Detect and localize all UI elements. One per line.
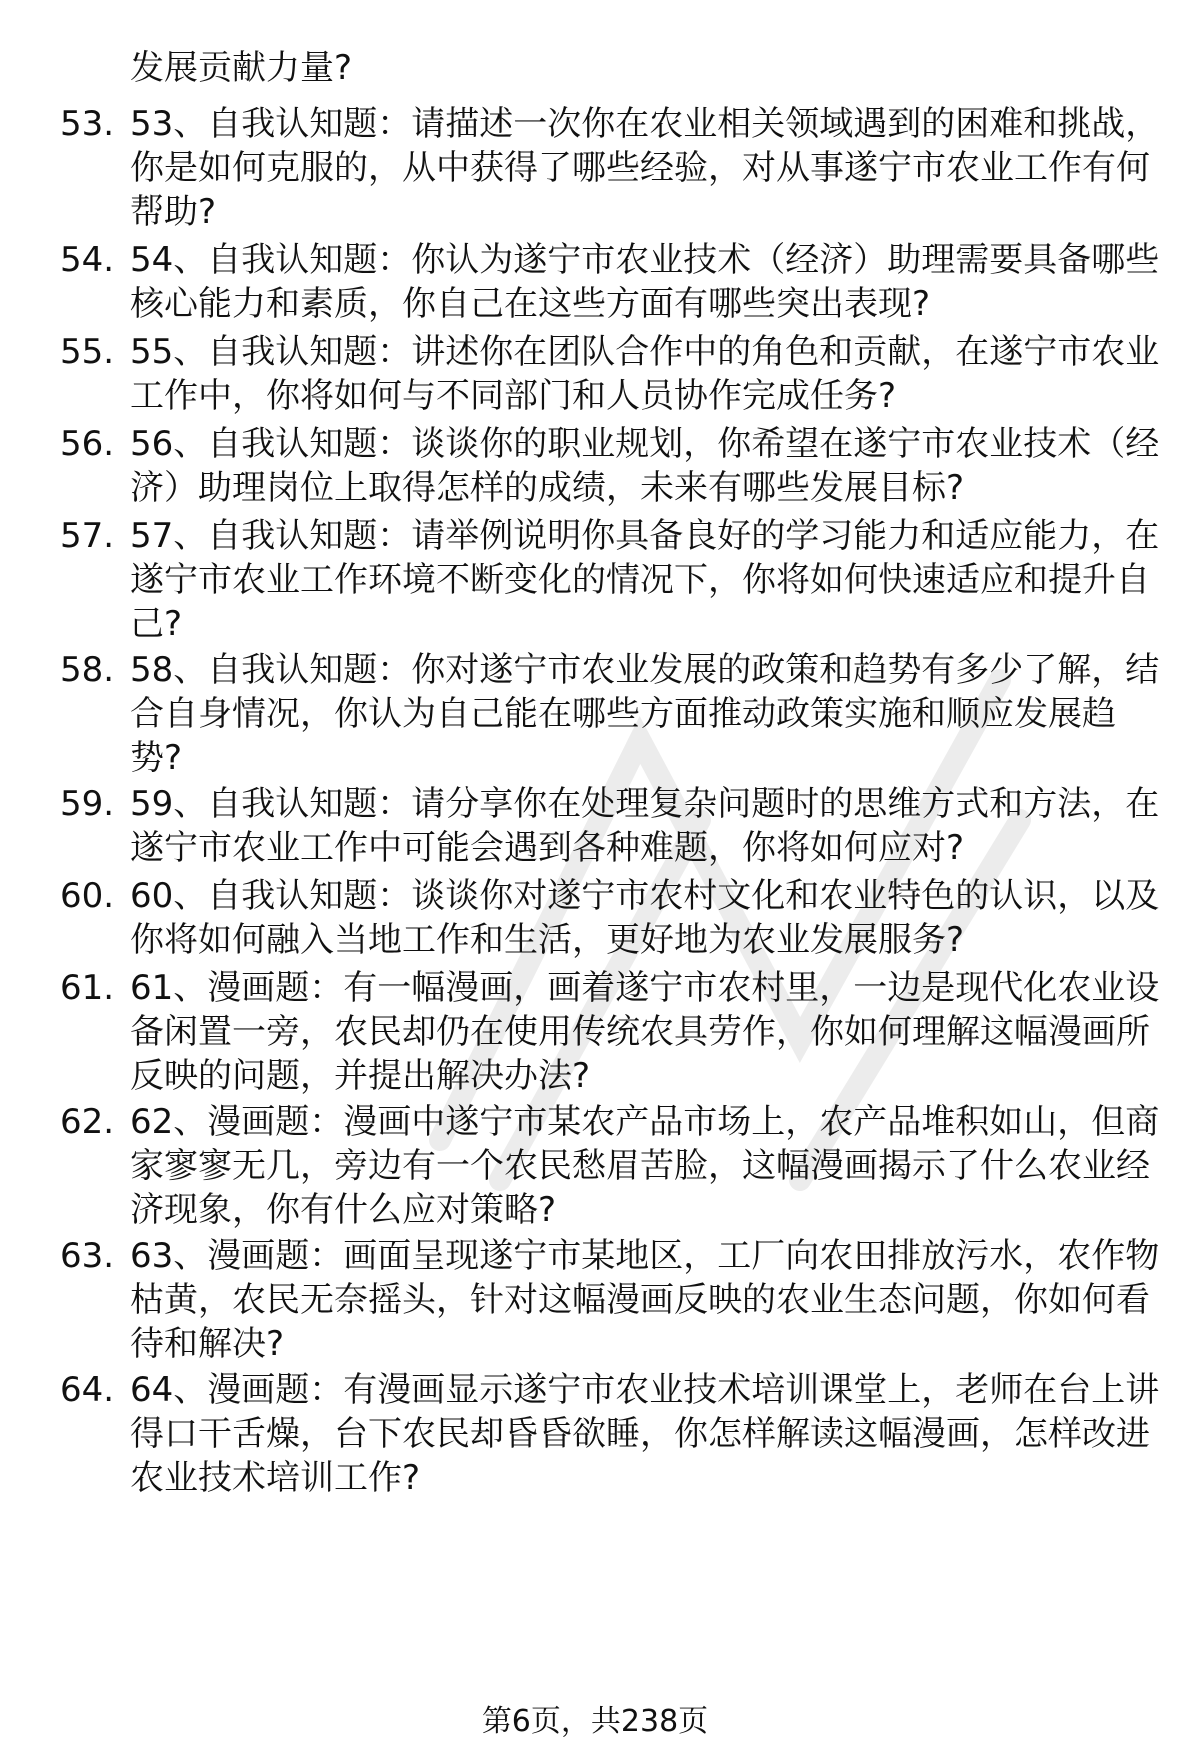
question-number: 57. [60, 516, 115, 556]
question-text: 57、自我认知题：请举例说明你具备良好的学习能力和适应能力，在遂宁市农业工作环境不断变化的情况下，你将如何快速适应和提升自己? [130, 516, 1160, 644]
question-number: 54. [60, 240, 115, 280]
question-number: 55. [60, 332, 115, 372]
question-text: 53、自我认知题：请描述一次你在农业相关领域遇到的困难和挑战，你是如何克服的，从中获得了哪些经验，对从事遂宁市农业工作有何帮助? [130, 104, 1160, 232]
question-text: 56、自我认知题：谈谈你的职业规划，你希望在遂宁市农业技术（经济）助理岗位上取得怎样的成绩，未来有哪些发展目标? [130, 424, 1160, 508]
question-number: 60. [60, 876, 115, 916]
page-footer: 第6页，共238页 [481, 1704, 709, 1739]
question-text: 63、漫画题：画面呈现遂宁市某地区，工厂向农田排放污水，农作物枯黄，农民无奈摇头，针对这幅漫画反映的农业生态问题，你如何看待和解决? [130, 1236, 1160, 1364]
question-text: 58、自我认知题：你对遂宁市农业发展的政策和趋势有多少了解，结合自身情况，你认为自己能在哪些方面推动政策实施和顺应发展趋势? [130, 650, 1160, 778]
question-text: 54、自我认知题：你认为遂宁市农业技术（经济）助理需要具备哪些核心能力和素质，你自己在这些方面有哪些突出表现? [130, 240, 1160, 324]
continuation-text: 发展贡献力量? [130, 48, 353, 88]
question-text: 55、自我认知题：讲述你在团队合作中的角色和贡献，在遂宁市农业工作中，你将如何与不同部门和人员协作完成任务? [130, 332, 1160, 416]
question-number: 61. [60, 968, 115, 1008]
question-number: 53. [60, 104, 115, 144]
question-number: 64. [60, 1370, 115, 1410]
question-number: 56. [60, 424, 115, 464]
question-text: 61、漫画题：有一幅漫画，画着遂宁市农村里，一边是现代化农业设备闲置一旁，农民却仍在使用传统农具劳作，你如何理解这幅漫画所反映的问题，并提出解决办法? [130, 968, 1160, 1096]
question-number: 59. [60, 784, 115, 824]
question-number: 62. [60, 1102, 115, 1142]
question-number: 58. [60, 650, 115, 690]
question-number: 63. [60, 1236, 115, 1276]
question-text: 64、漫画题：有漫画显示遂宁市农业技术培训课堂上，老师在台上讲得口干舌燥，台下农民却昏昏欲睡，你怎样解读这幅漫画，怎样改进农业技术培训工作? [130, 1370, 1160, 1498]
question-text: 60、自我认知题：谈谈你对遂宁市农村文化和农业特色的认识，以及你将如何融入当地工作和生活，更好地为农业发展服务? [130, 876, 1160, 960]
question-text: 59、自我认知题：请分享你在处理复杂问题时的思维方式和方法，在遂宁市农业工作中可能会遇到各种难题，你将如何应对? [130, 784, 1160, 868]
question-text: 62、漫画题：漫画中遂宁市某农产品市场上，农产品堆积如山，但商家寥寥无几，旁边有一个农民愁眉苦脸，这幅漫画揭示了什么农业经济现象，你有什么应对策略? [130, 1102, 1160, 1230]
